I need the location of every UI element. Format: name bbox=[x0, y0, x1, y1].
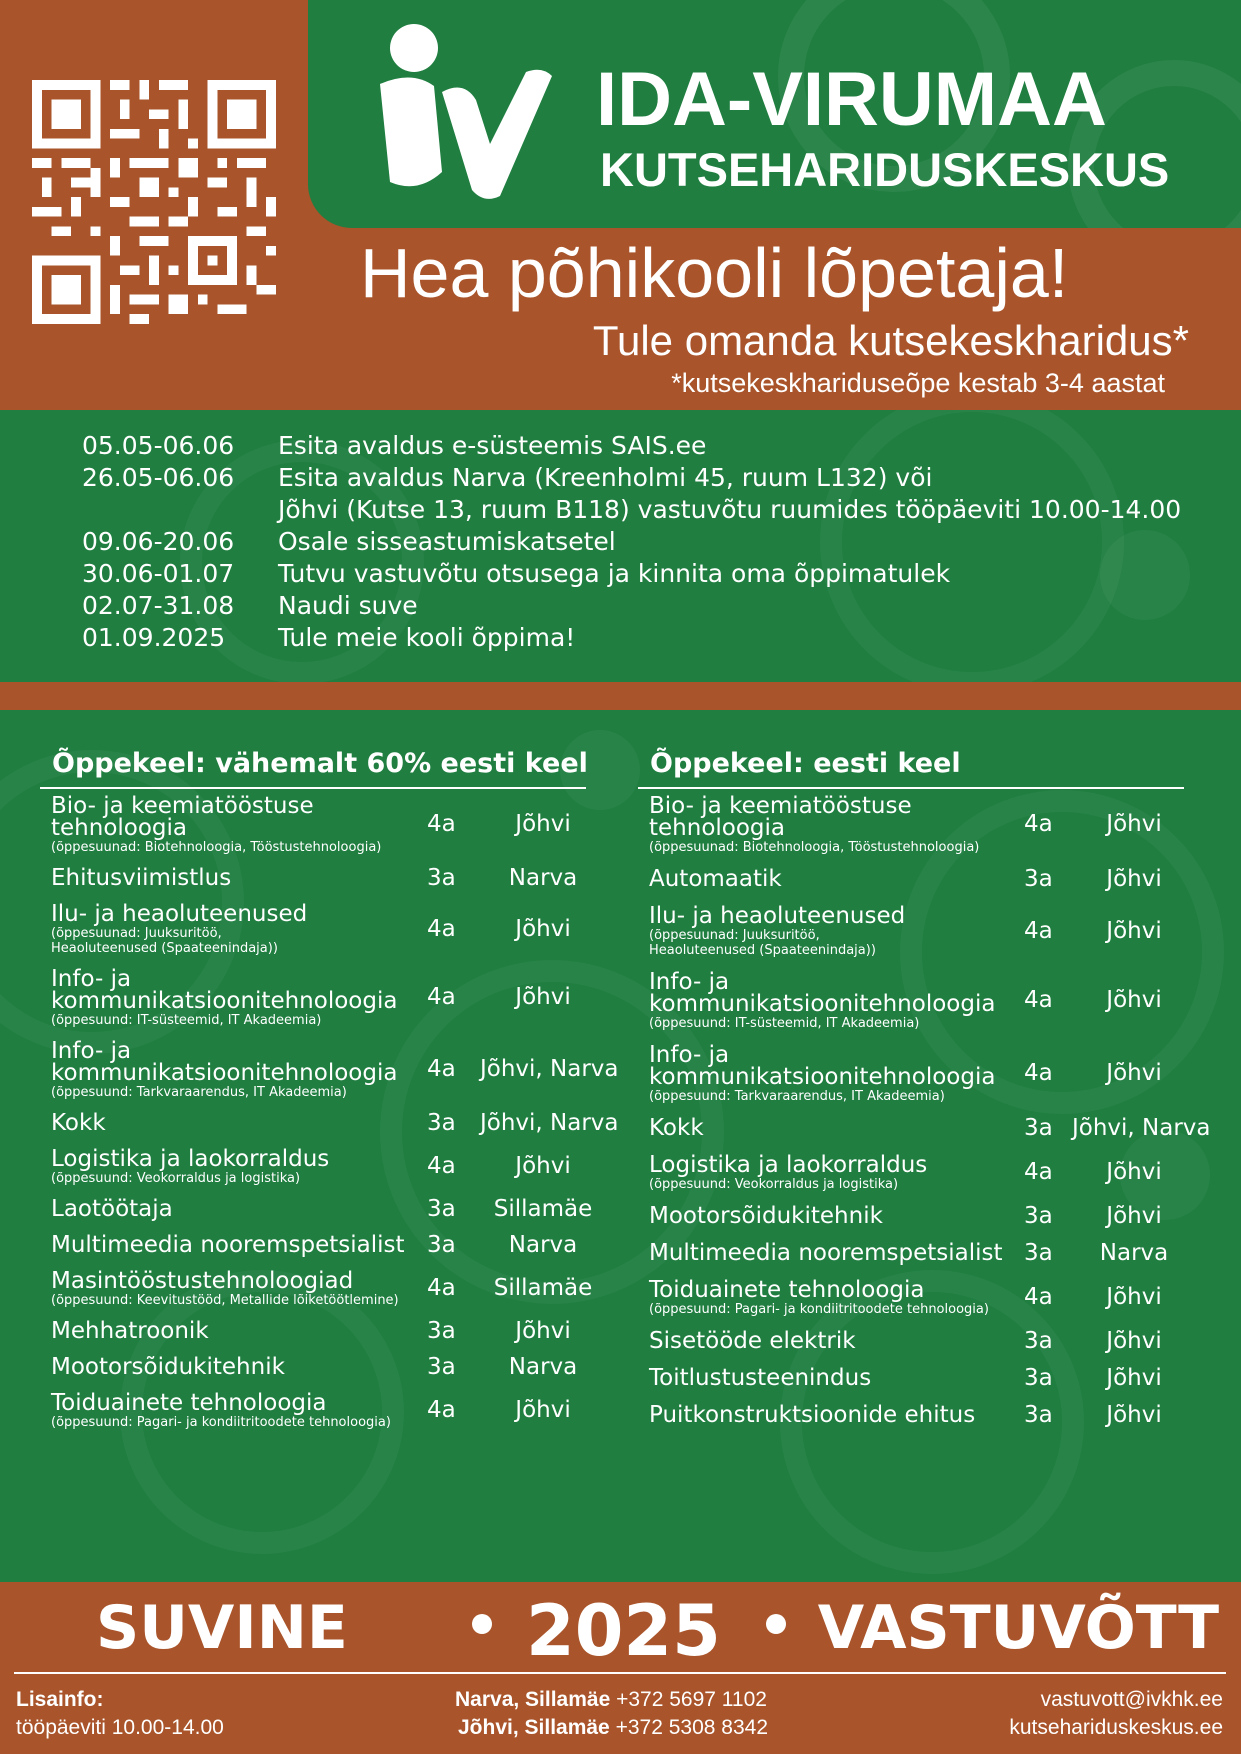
program-name: kommunikatsioonitehnoloogia bbox=[649, 1064, 996, 1090]
ivkhk-logo-icon bbox=[372, 22, 562, 202]
programs-column-mixed-language bbox=[40, 748, 619, 1442]
phone2-number[interactable]: +372 5308 8342 bbox=[615, 1716, 768, 1739]
program-duration: 3a bbox=[427, 1110, 456, 1136]
program-specialization: (õppesuund: Pagari- ja kondiitritoodete tehnoloogia) bbox=[51, 1415, 391, 1430]
program-location: Jõhvi bbox=[1106, 1284, 1162, 1310]
program-name: Mehhatroonik bbox=[51, 1318, 209, 1344]
schedule-row bbox=[82, 558, 1181, 590]
schedule-row bbox=[82, 430, 1181, 462]
program-row bbox=[638, 1330, 1198, 1353]
schedule-text bbox=[278, 526, 616, 558]
program-duration: 4a bbox=[427, 1153, 456, 1179]
column-heading: Õppekeel: eesti keel bbox=[638, 748, 1184, 789]
program-name: Info- ja bbox=[649, 969, 730, 995]
program-duration: 4a bbox=[1024, 1159, 1053, 1185]
program-specialization: (õppesuunad: Biotehnoloogia, Tööstustehnoloogia) bbox=[51, 840, 382, 855]
program-name: Mootorsõidukitehnik bbox=[51, 1354, 285, 1380]
program-row bbox=[638, 1044, 1198, 1103]
program-row bbox=[40, 1356, 600, 1379]
program-specialization: (õppesuunad: Juuksuritöö, bbox=[51, 926, 222, 941]
program-name: tehnoloogia bbox=[51, 815, 188, 841]
admission-schedule bbox=[82, 430, 1181, 654]
program-specialization: (õppesuund: Veokorraldus ja logistika) bbox=[51, 1171, 301, 1186]
program-location: Jõhvi bbox=[1106, 917, 1162, 944]
program-location: Jõhvi, Narva bbox=[1072, 1115, 1211, 1141]
program-duration: 3a bbox=[1024, 1402, 1053, 1428]
program-name: Info- ja bbox=[51, 966, 132, 992]
program-location: Sillamäe bbox=[493, 1196, 593, 1222]
qr-code-icon[interactable] bbox=[32, 80, 276, 324]
program-row bbox=[638, 1404, 1198, 1427]
program-location: Jõhvi, Narva bbox=[480, 1110, 619, 1136]
program-row bbox=[40, 1198, 600, 1221]
program-location: Jõhvi bbox=[515, 1153, 571, 1179]
program-row bbox=[638, 1205, 1198, 1228]
program-name: Toiduainete tehnoloogia bbox=[51, 1390, 327, 1416]
phone-block bbox=[455, 1686, 768, 1742]
program-row bbox=[40, 1234, 600, 1257]
schedule-line: Jõhvi (Kutse 13, ruum B118) vastuvõtu ruumides tööpäeviti 10.00-14.00 bbox=[278, 495, 1182, 524]
program-name: kommunikatsioonitehnoloogia bbox=[51, 988, 398, 1014]
program-location: Jõhvi bbox=[515, 1318, 571, 1344]
program-duration: 4a bbox=[427, 1056, 456, 1082]
program-specialization: (õppesuund: IT-süsteemid, IT Akadeemia) bbox=[649, 1016, 920, 1031]
program-duration: 3a bbox=[1024, 1365, 1053, 1391]
contact-block bbox=[1009, 1686, 1223, 1742]
schedule-text bbox=[278, 558, 950, 590]
program-name: kommunikatsioonitehnoloogia bbox=[649, 991, 996, 1017]
program-duration: 4a bbox=[427, 1275, 456, 1301]
program-name: Automaatik bbox=[649, 866, 782, 892]
program-specialization: Heaoluteenused (Spaateenindaja)) bbox=[51, 941, 278, 956]
phone1-places: Narva, Sillamäe bbox=[455, 1688, 611, 1711]
program-name: Info- ja bbox=[51, 1038, 132, 1064]
program-name: tehnoloogia bbox=[649, 815, 786, 841]
schedule-line: Esita avaldus Narva (Kreenholmi 45, ruum L132) või bbox=[278, 463, 933, 492]
schedule-date: 26.05-06.06 bbox=[82, 463, 235, 492]
program-location: Jõhvi bbox=[515, 984, 571, 1010]
program-row bbox=[638, 1242, 1198, 1265]
program-row bbox=[638, 868, 1198, 891]
program-specialization: Heaoluteenused (Spaateenindaja)) bbox=[649, 943, 876, 958]
program-row bbox=[638, 1115, 1211, 1141]
program-duration: 3a bbox=[1024, 1203, 1053, 1229]
program-name: Ilu- ja heaoluteenused bbox=[51, 901, 308, 927]
footer-word-summer: SUVINE bbox=[96, 1593, 348, 1663]
program-name: Masintööstustehnoloogiad bbox=[51, 1268, 354, 1294]
program-location: Narva bbox=[508, 865, 578, 891]
program-location: Jõhvi bbox=[1106, 1365, 1162, 1391]
program-name: Laotöötaja bbox=[51, 1196, 173, 1222]
program-duration: 4a bbox=[427, 1397, 456, 1423]
program-specialization: (õppesuund: Pagari- ja kondiitritoodete tehnoloogia) bbox=[649, 1302, 989, 1317]
program-location: Jõhvi, Narva bbox=[480, 1056, 619, 1082]
phone2-places: Jõhvi, Sillamäe bbox=[458, 1716, 610, 1739]
program-duration: 3a bbox=[1024, 1115, 1053, 1141]
program-duration: 3a bbox=[1024, 1240, 1053, 1266]
program-location: Jõhvi bbox=[1106, 1159, 1162, 1185]
divider-stripe bbox=[0, 682, 1241, 710]
program-row bbox=[40, 1392, 600, 1429]
program-row bbox=[40, 968, 600, 1027]
program-row bbox=[638, 1367, 1198, 1390]
program-name: Info- ja bbox=[649, 1042, 730, 1068]
schedule-row bbox=[82, 526, 1181, 558]
program-name: Multimeedia nooremspetsialist bbox=[51, 1232, 405, 1258]
email-link[interactable]: vastuvott@ivkhk.ee bbox=[1040, 1688, 1223, 1711]
program-duration: 4a bbox=[1024, 1284, 1053, 1310]
schedule-text bbox=[278, 590, 418, 622]
program-location: Jõhvi bbox=[1106, 866, 1162, 892]
schedule-row bbox=[82, 462, 1181, 526]
brand-subtitle: KUTSEHARIDUSKESKUS bbox=[600, 143, 1170, 196]
schedule-text bbox=[278, 430, 706, 462]
program-duration: 4a bbox=[427, 811, 456, 837]
program-duration: 3a bbox=[1024, 1328, 1053, 1354]
schedule-text bbox=[278, 462, 1181, 526]
program-row bbox=[638, 1154, 1198, 1191]
program-specialization: (õppesuund: Tarkvaraarendus, IT Akadeemia) bbox=[51, 1085, 347, 1100]
program-name: kommunikatsioonitehnoloogia bbox=[51, 1060, 398, 1086]
program-location: Narva bbox=[508, 1232, 578, 1258]
program-duration: 4a bbox=[427, 915, 456, 942]
program-row bbox=[40, 1110, 619, 1136]
info-hours: tööpäeviti 10.00-14.00 bbox=[16, 1716, 224, 1739]
program-location: Narva bbox=[508, 1354, 578, 1380]
program-name: Bio- ja keemiatööstuse bbox=[649, 793, 912, 819]
schedule-line: Tutvu vastuvõtu otsusega ja kinnita oma õppimatulek bbox=[278, 559, 951, 588]
program-name: Puitkonstruktsioonide ehitus bbox=[649, 1402, 976, 1428]
program-name: Ehitusviimistlus bbox=[51, 865, 232, 891]
program-name: Bio- ja keemiatööstuse bbox=[51, 793, 314, 819]
schedule-line: Esita avaldus e-süsteemis SAIS.ee bbox=[278, 431, 707, 460]
program-row bbox=[638, 1279, 1198, 1316]
program-specialization: (õppesuunad: Biotehnoloogia, Tööstustehnoloogia) bbox=[649, 840, 980, 855]
schedule-line: Osale sisseastumiskatsetel bbox=[278, 527, 616, 556]
subheadline: Tule omanda kutsekeskharidus* bbox=[592, 317, 1189, 364]
brand-name: IDA-VIRUMAA bbox=[596, 57, 1107, 142]
program-location: Jõhvi bbox=[1106, 811, 1162, 837]
schedule-date: 30.06-01.07 bbox=[82, 559, 235, 588]
headline: Hea põhikooli lõpetaja! bbox=[360, 234, 1069, 312]
program-duration: 3a bbox=[427, 1232, 456, 1258]
program-name: Mootorsõidukitehnik bbox=[649, 1203, 883, 1229]
schedule-line: Naudi suve bbox=[278, 591, 418, 620]
program-duration: 3a bbox=[1024, 866, 1053, 892]
program-row bbox=[40, 1270, 600, 1307]
program-name: Toiduainete tehnoloogia bbox=[649, 1277, 925, 1303]
schedule-row bbox=[82, 622, 1181, 654]
program-duration: 3a bbox=[427, 1318, 456, 1344]
program-duration: 4a bbox=[1024, 811, 1053, 837]
schedule-row bbox=[82, 590, 1181, 622]
program-duration: 4a bbox=[427, 984, 456, 1010]
program-location: Sillamäe bbox=[493, 1275, 593, 1301]
program-row bbox=[40, 1038, 619, 1100]
schedule-date: 05.05-06.06 bbox=[82, 431, 235, 460]
footer-year: 2025 bbox=[526, 1590, 721, 1672]
program-row bbox=[638, 795, 1198, 854]
program-specialization: (õppesuund: Veokorraldus ja logistika) bbox=[649, 1177, 899, 1192]
program-name: Kokk bbox=[649, 1115, 704, 1141]
schedule-text bbox=[278, 622, 575, 654]
footer-separator-dot bbox=[766, 1614, 786, 1634]
program-duration: 3a bbox=[427, 865, 456, 891]
program-location: Jõhvi bbox=[515, 1397, 571, 1423]
program-duration: 4a bbox=[1024, 987, 1053, 1013]
phone1-number[interactable]: +372 5697 1102 bbox=[616, 1688, 767, 1711]
program-location: Jõhvi bbox=[1106, 1328, 1162, 1354]
footer-divider bbox=[14, 1672, 1226, 1674]
program-specialization: (õppesuund: Keevitustööd, Metallide lõiketöötlemine) bbox=[51, 1293, 399, 1308]
info-label: Lisainfo: bbox=[16, 1688, 104, 1711]
program-duration: 3a bbox=[427, 1196, 456, 1222]
program-location: Jõhvi bbox=[515, 811, 571, 837]
schedule-date: 09.06-20.06 bbox=[82, 527, 235, 556]
program-location: Jõhvi bbox=[1106, 1060, 1162, 1086]
schedule-date: 02.07-31.08 bbox=[82, 591, 235, 620]
footer-word-admission: VASTUVÕTT bbox=[817, 1593, 1219, 1663]
footer-separator-dot bbox=[472, 1614, 492, 1634]
program-name: Logistika ja laokorraldus bbox=[649, 1152, 928, 1178]
program-specialization: (õppesuund: Tarkvaraarendus, IT Akadeemia) bbox=[649, 1089, 945, 1104]
program-location: Jõhvi bbox=[1106, 1203, 1162, 1229]
program-name: Multimeedia nooremspetsialist bbox=[649, 1240, 1003, 1266]
program-duration: 3a bbox=[427, 1354, 456, 1380]
website-link[interactable]: kutsehariduskeskus.ee bbox=[1009, 1716, 1223, 1739]
program-location: Jõhvi bbox=[1106, 1402, 1162, 1428]
program-row bbox=[40, 1148, 600, 1185]
program-specialization: (õppesuunad: Juuksuritöö, bbox=[649, 928, 820, 943]
duration-footnote: *kutsekeskhariduseõpe kestab 3-4 aastat bbox=[671, 368, 1165, 398]
program-duration: 4a bbox=[1024, 1060, 1053, 1086]
program-row bbox=[638, 905, 1198, 957]
program-location: Jõhvi bbox=[515, 915, 571, 942]
program-specialization: (õppesuund: IT-süsteemid, IT Akadeemia) bbox=[51, 1013, 322, 1028]
info-block bbox=[16, 1686, 224, 1742]
program-row bbox=[638, 971, 1198, 1030]
programs-column-estonian bbox=[638, 748, 1211, 1441]
program-row bbox=[40, 1320, 600, 1343]
program-name: Toitlustusteenindus bbox=[649, 1365, 872, 1391]
column-heading: Õppekeel: vähemalt 60% eesti keel bbox=[40, 748, 586, 789]
program-row bbox=[40, 903, 600, 955]
program-duration: 4a bbox=[1024, 917, 1053, 944]
program-row bbox=[40, 795, 600, 854]
program-row bbox=[40, 867, 600, 890]
program-name: Logistika ja laokorraldus bbox=[51, 1146, 330, 1172]
program-location: Narva bbox=[1099, 1240, 1169, 1266]
schedule-date: 01.09.2025 bbox=[82, 623, 226, 652]
program-name: Sisetööde elektrik bbox=[649, 1328, 856, 1354]
program-name: Ilu- ja heaoluteenused bbox=[649, 903, 906, 929]
program-name: Kokk bbox=[51, 1110, 106, 1136]
schedule-line: Tule meie kooli õppima! bbox=[278, 623, 576, 652]
program-location: Jõhvi bbox=[1106, 987, 1162, 1013]
